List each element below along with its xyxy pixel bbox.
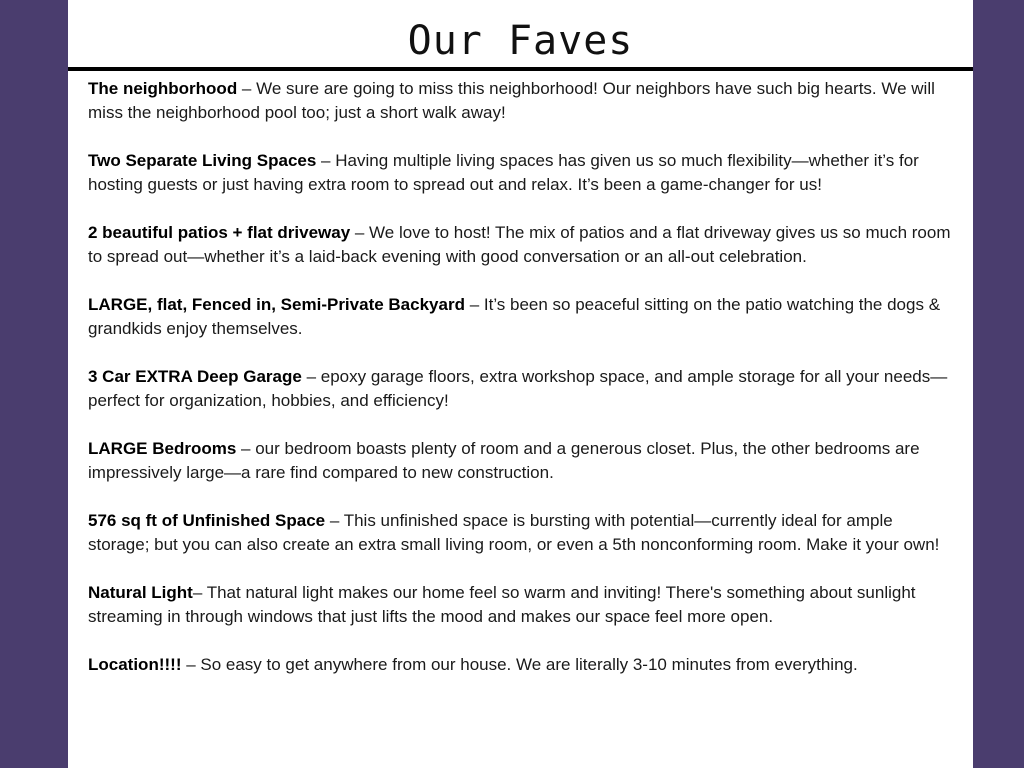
fave-text: – Having multiple living spaces has given us so much flexibility—whether it’s for hosting guests or just having extra room to spread out and relax. It’s been a game-changer for us! <box>88 151 919 194</box>
fave-text: – This unfinished space is bursting with potential—currently ideal for ample storage; but you can also create an extra small living room, or even a 5th nonconforming room. Make it your own! <box>88 511 940 554</box>
fave-heading: Natural Light <box>88 583 193 602</box>
fave-item-unfinished-space <box>88 509 958 557</box>
fave-heading: LARGE, flat, Fenced in, Semi-Private Backyard <box>88 295 465 314</box>
fave-text: – It’s been so peaceful sitting on the patio watching the dogs & grandkids enjoy themselves. <box>88 295 941 338</box>
fave-item-backyard <box>88 293 958 341</box>
fave-text: – We love to host! The mix of patios and a flat driveway gives us so much room to spread out—whether it’s a laid-back evening with good conversation or an all-out celebration. <box>88 223 951 266</box>
fave-heading: 576 sq ft of Unfinished Space <box>88 511 326 530</box>
fave-item-living-spaces <box>88 149 958 197</box>
fave-text: – We sure are going to miss this neighborhood! Our neighbors have such big hearts. We will miss the neighborhood pool too; just a short walk away! <box>88 79 935 122</box>
fave-text: – epoxy garage floors, extra workshop space, and ample storage for all your needs—perfect for organization, hobbies, and efficiency! <box>88 367 948 410</box>
fave-item-natural-light <box>88 581 958 629</box>
document-page <box>68 0 973 768</box>
fave-heading: 2 beautiful patios + flat driveway <box>88 223 351 242</box>
fave-item-neighborhood <box>88 77 958 125</box>
fave-item-garage <box>88 365 958 413</box>
fave-heading: Two Separate Living Spaces <box>88 151 317 170</box>
title-divider <box>68 67 973 71</box>
page-title: Our Faves <box>407 18 634 64</box>
fave-text: – That natural light makes our home feel so warm and inviting! There's something about sunlight streaming in through windows that just lifts the mood and makes our space feel more open. <box>88 583 916 626</box>
fave-text: – our bedroom boasts plenty of room and a generous closet. Plus, the other bedrooms are impressively large—a rare find compared to new construction. <box>88 439 920 482</box>
fave-heading: Location!!!! <box>88 655 182 674</box>
fave-text: – So easy to get anywhere from our house. We are literally 3-10 minutes from everything. <box>181 655 858 674</box>
fave-heading: 3 Car EXTRA Deep Garage <box>88 367 302 386</box>
fave-item-location <box>88 653 958 677</box>
fave-heading: The neighborhood <box>88 79 238 98</box>
fave-heading: LARGE Bedrooms <box>88 439 237 458</box>
faves-list <box>88 77 958 701</box>
fave-item-patios <box>88 221 958 269</box>
fave-item-bedrooms <box>88 437 958 485</box>
